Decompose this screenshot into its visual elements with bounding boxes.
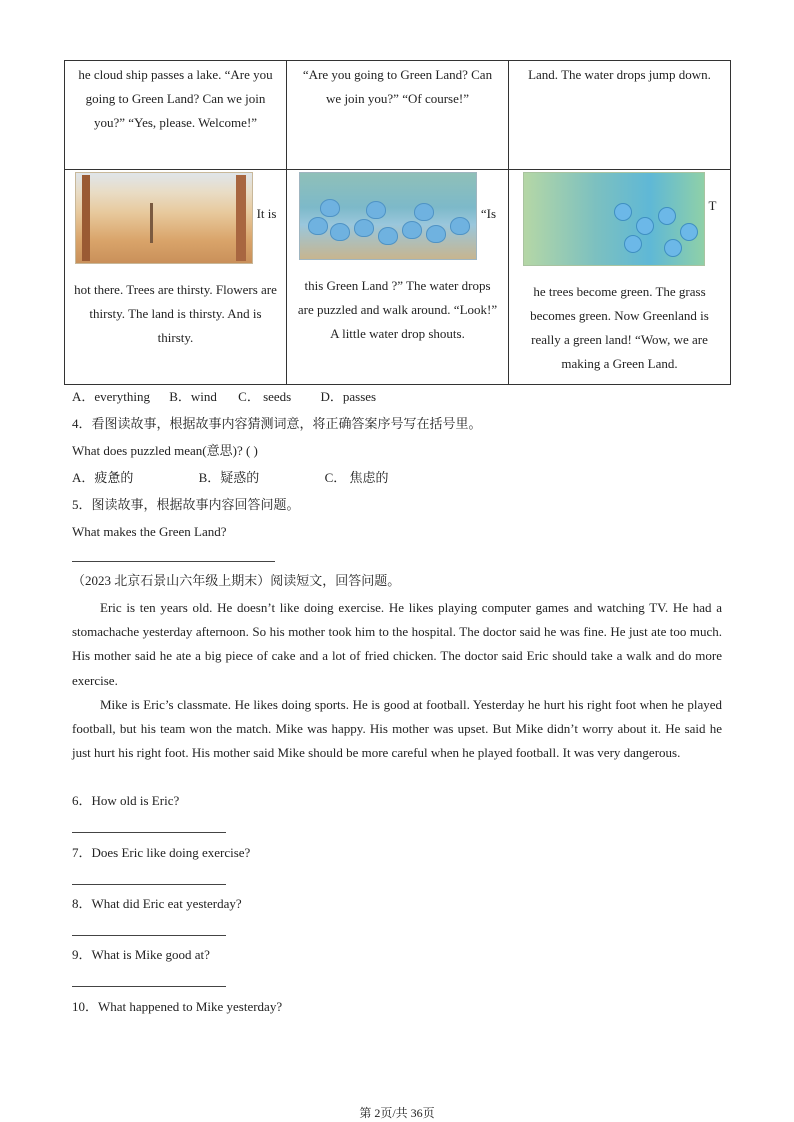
story-cell	[65, 61, 287, 170]
water-drops-image	[299, 172, 477, 260]
passage-paragraph-1: Eric is ten years old. He doesn’t like doing exercise. He likes playing computer games and watching TV. He had a stomachache yesterday afternoon. So his mother took him to the hospital. The doctor said he was fine. He just ate too much. His mother said he ate a big piece of cake and a lot of fried chicken. The doctor said Eric should take a walk and do more exercise.	[72, 600, 722, 688]
picture-wrap	[295, 172, 500, 260]
answer-line	[72, 884, 226, 885]
q4-question: What does puzzled mean(意思)? ( )	[72, 443, 258, 458]
question-9: 9．What is Mike good at?	[72, 947, 210, 962]
story-text: “Are you going to Green Land? Can we join you?” “Of course!”	[302, 67, 493, 106]
section-heading: （2023 北京石景山六年级上期末）阅读短文，回答问题。	[72, 573, 401, 588]
story-text: he cloud ship passes a lake. “Are you going to Green Land? Can we join you?” “Yes, please. Welcome!”	[78, 67, 273, 130]
story-text: It is	[256, 206, 277, 221]
page-footer: 第 2页/共 36页	[359, 1106, 435, 1120]
desert-image	[75, 172, 253, 264]
answer-line	[72, 561, 275, 562]
answer-line	[72, 986, 226, 987]
story-text: T	[708, 198, 717, 213]
picture-story-table	[64, 60, 731, 385]
option-c: C． seeds	[238, 389, 292, 404]
story-cell	[509, 170, 731, 385]
question-7: 7．Does Eric like doing exercise?	[72, 845, 251, 860]
picture-wrap	[517, 172, 722, 266]
option-c: C． 焦虑的	[324, 470, 389, 485]
question-8: 8．What did Eric eat yesterday?	[72, 896, 242, 911]
story-text: this Green Land ?” The water drops are puzzled and walk around. “Look!” A little water drop shouts.	[297, 278, 498, 341]
story-text: Land. The water drops jump down.	[528, 67, 711, 82]
q5-question: What makes the Green Land?	[72, 524, 227, 539]
green-land-image	[523, 172, 705, 266]
question-6: 6．How old is Eric?	[72, 793, 180, 808]
story-cell	[287, 170, 509, 385]
passage-paragraph-2: Mike is Eric’s classmate. He likes doing sports. He is good at football. Yesterday he hurt his right foot when he played football, but his team won the match. Mike was happy. His mother was upset. But Mike didn’t worry about it. He said he just hurt his right foot. His mother said Mike should be more careful when he played football. It was very dangerous.	[72, 697, 722, 761]
story-cell	[509, 61, 731, 170]
story-row-1	[65, 61, 731, 170]
story-row-2	[65, 170, 731, 385]
answer-line	[72, 832, 226, 833]
q4-options	[72, 468, 388, 488]
q3-options	[72, 387, 376, 407]
question-10: 10．What happened to Mike yesterday?	[72, 999, 283, 1014]
story-text: hot there. Trees are thirsty. Flowers are thirsty. The land is thirsty. And is thirsty.	[74, 282, 277, 345]
story-cell	[287, 61, 509, 170]
option-a: A．疲惫的	[72, 470, 134, 485]
q4-instruction: 4．看图读故事，根据故事内容猜测词意，将正确答案序号写在括号里。	[72, 416, 482, 431]
option-a: A．everything	[72, 389, 150, 404]
option-b: B．wind	[169, 389, 217, 404]
answer-line	[72, 935, 226, 936]
q5-instruction: 5．图读故事，根据故事内容回答问题。	[72, 497, 300, 512]
story-cell	[65, 170, 287, 385]
option-d: D．passes	[320, 389, 377, 404]
story-text: “Is	[480, 206, 497, 221]
picture-wrap	[73, 172, 278, 264]
story-text: he trees become green. The grass becomes green. Now Greenland is really a green land! “Wow, we are making a Green Land.	[530, 284, 709, 371]
option-b: B．疑惑的	[198, 470, 260, 485]
